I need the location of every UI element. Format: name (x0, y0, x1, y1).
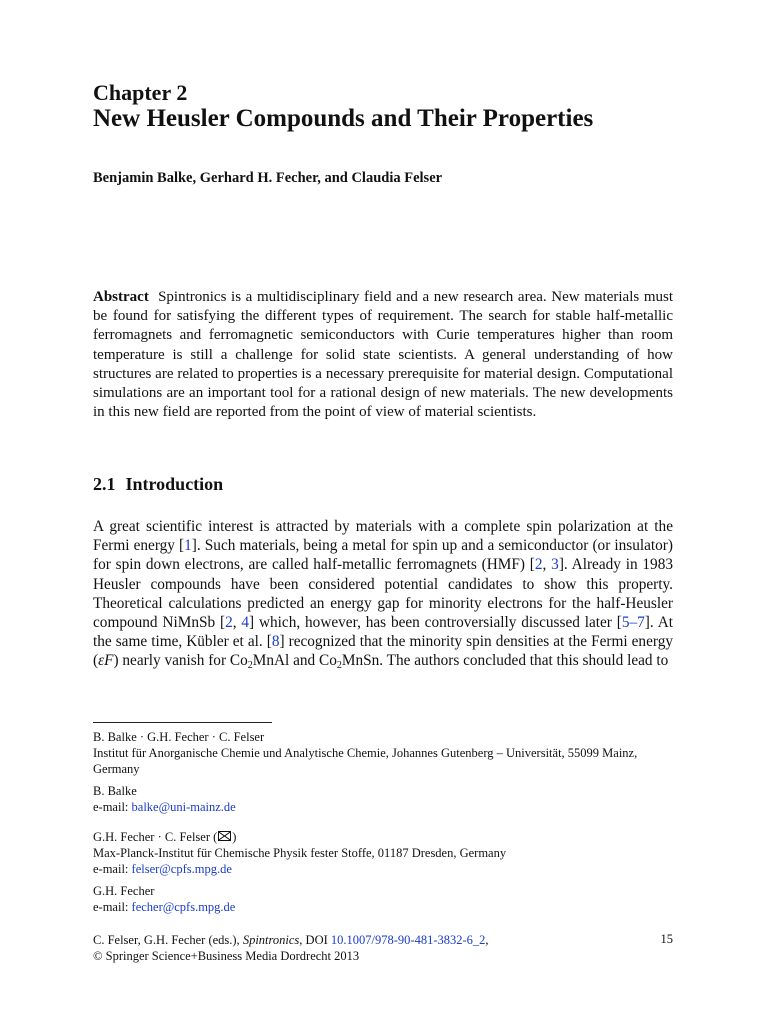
section-number: 2.1 (93, 474, 116, 494)
email-link[interactable]: fecher@cpfs.mpg.de (131, 900, 236, 914)
affiliation-institute: Institut für Anorganische Chemie und Analytische Chemie, Johannes Gutenberg – Universität, 55099 Mainz, Germany (93, 746, 638, 776)
email-label: e-mail: (93, 862, 132, 876)
intro-text: , (232, 614, 242, 632)
subscript: 2 (336, 660, 342, 672)
intro-text: MnAl and Co (252, 652, 337, 670)
doi-label: , DOI (299, 933, 331, 947)
citation-link[interactable]: 2 (534, 556, 543, 574)
affiliation-block-2 (93, 783, 673, 815)
citation-link[interactable]: 2 (225, 614, 233, 632)
fermi-energy-symbol: εF (98, 652, 114, 670)
email-line (93, 799, 673, 815)
envelope-icon (218, 831, 231, 841)
abstract-label: Abstract (93, 289, 149, 305)
email-link[interactable]: felser@cpfs.mpg.de (131, 862, 232, 876)
affiliation-name: G.H. Fecher (93, 884, 155, 898)
introduction-paragraph (93, 517, 673, 676)
intro-text: ]. Such materials, being a metal for spin up and a semiconductor (or insulator) for spin down electrons, are called half-metallic ferromagnets (HMF) [ (93, 537, 673, 574)
chapter-label: Chapter 2 (93, 80, 188, 105)
citation-line (93, 932, 673, 948)
intro-text: ]. Already in 1983 Heusler compounds have been considered potential candidates to show this property. Theoretical calculations predicted an energy gap for minority electrons for the half-Heusler compound NiMnSb [ (93, 556, 673, 632)
intro-text: , (542, 556, 552, 574)
page (93, 0, 673, 1024)
affiliation-names (93, 829, 673, 845)
section-title: Introduction (125, 474, 224, 494)
copyright: © Springer Science+Business Media Dordrecht 2013 (93, 949, 360, 963)
abstract (93, 288, 673, 422)
abstract-text: Spintronics is a multidisciplinary field and a new research area. New materials must be found for satisfying the different types of requirement. The search for stable half-metallic ferromagnets and ferromagnetic semiconductors with Curie temperatures higher than room temperature is still a challenge for solid state scientists. A general understanding of how structures are related to properties is a necessary prerequisite for material design. Computational simulations are an important tool for a rational design of new materials. The new developments in this new field are reported from the point of view of material scientists. (93, 289, 673, 421)
footer (93, 932, 673, 964)
affiliation-block-4 (93, 883, 673, 915)
editors: C. Felser, G.H. Fecher (eds.), (93, 933, 243, 947)
subscript: 2 (247, 660, 253, 672)
intro-text: ] recognized that the minority spin densities at the Fermi energy ( (93, 633, 673, 670)
citation-link[interactable]: 3 (551, 556, 559, 574)
citation-link[interactable]: 4 (241, 614, 250, 632)
page-number: 15 (660, 932, 673, 946)
intro-text: ] which, however, has been controversially discussed later [ (249, 614, 622, 632)
intro-text: ]. At the same time, Kübler et al. [ (93, 614, 674, 651)
citation-link[interactable]: 1 (184, 537, 192, 555)
email-link[interactable]: balke@uni-mainz.de (131, 800, 236, 814)
book-title: Spintronics (242, 933, 300, 947)
footnote-divider (93, 722, 272, 723)
doi-link[interactable]: 10.1007/978-90-481-3832-6_2 (330, 933, 486, 947)
affiliation-block-1 (93, 729, 673, 777)
intro-text: MnSn. The authors concluded that this should lead to (341, 652, 669, 670)
email-label: e-mail: (93, 900, 132, 914)
comma: , (485, 933, 489, 947)
affiliation-institute: Max-Planck-Institut für Chemische Physik fester Stoffe, 01187 Dresden, Germany (93, 846, 507, 860)
email-label: e-mail: (93, 800, 132, 814)
paren-close: ) (232, 830, 237, 844)
affiliation-name: B. Balke (93, 784, 137, 798)
email-line (93, 899, 673, 915)
intro-text: A great scientific interest is attracted by materials with a complete spin polarization at the Fermi energy [ (93, 518, 673, 555)
citation-link[interactable]: 5–7 (621, 614, 645, 632)
affiliation-block-3 (93, 829, 673, 877)
corresponding-names: G.H. Fecher · C. Felser ( (93, 830, 218, 844)
authors: Benjamin Balke, Gerhard H. Fecher, and Claudia Felser (93, 170, 443, 186)
section-heading (93, 474, 223, 495)
intro-text: ) nearly vanish for Co (113, 652, 248, 670)
email-line (93, 861, 673, 877)
affiliation-names: B. Balke · G.H. Fecher · C. Felser (93, 730, 265, 744)
chapter-title: New Heusler Compounds and Their Properties (93, 105, 594, 132)
citation-link[interactable]: 8 (271, 633, 280, 651)
